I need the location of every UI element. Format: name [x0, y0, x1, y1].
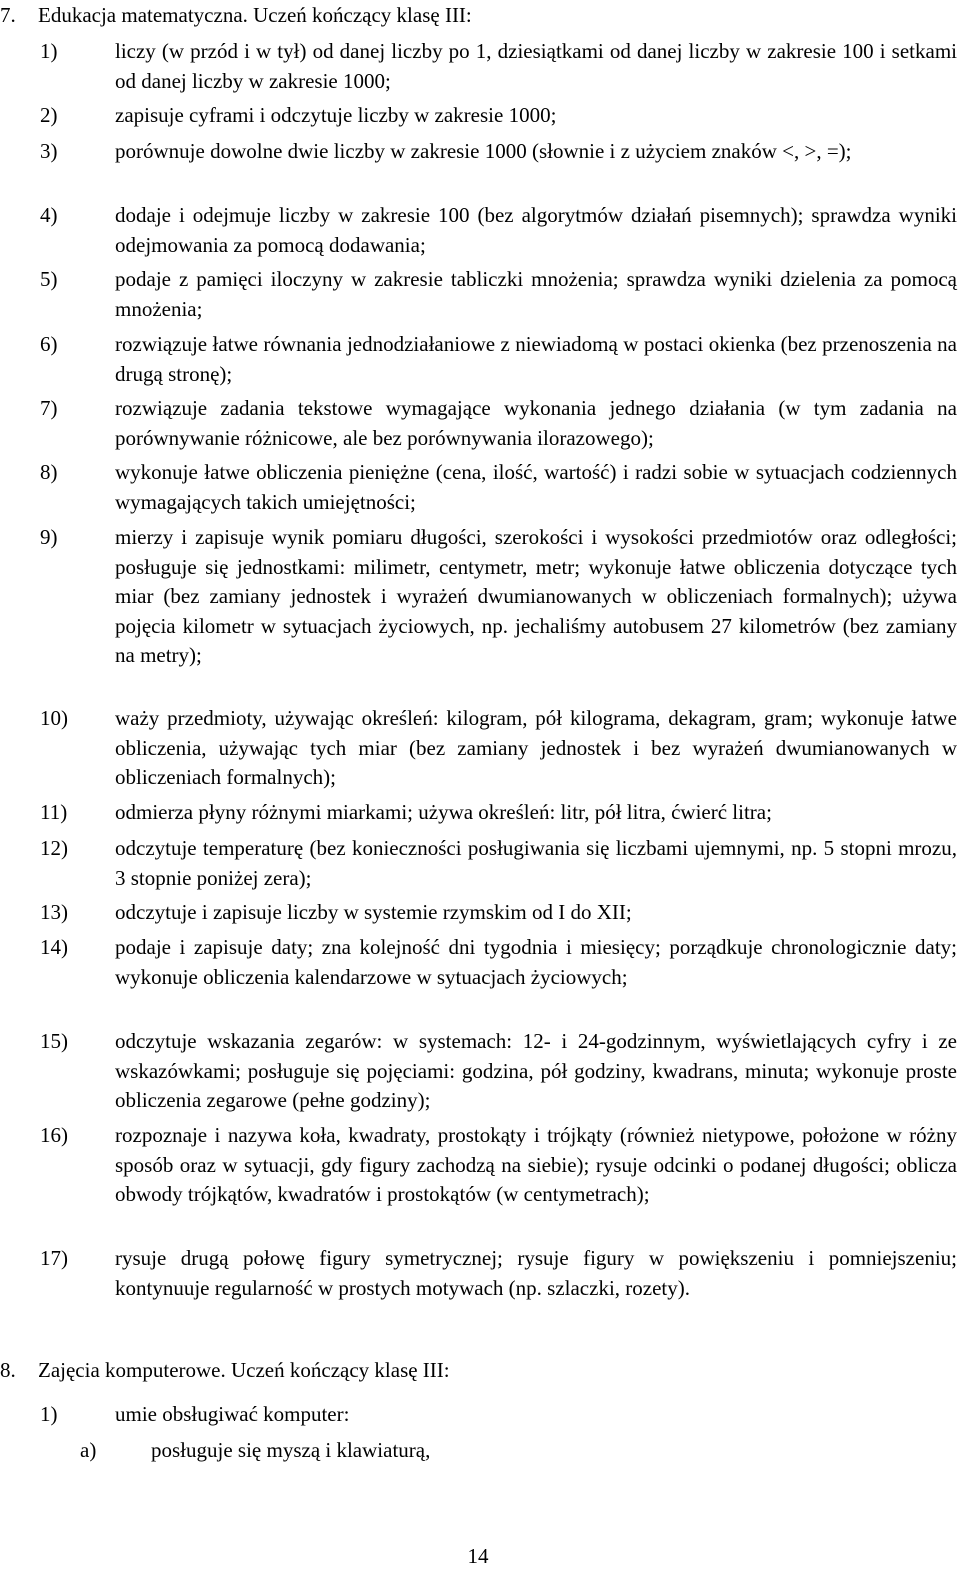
item-text: rysuje drugą połowę figury symetrycznej; rysuje figury w powiększeniu i pomniejszeniu; kontynuuje regularność w prostych motywach (np. szlaczki, rozety).	[115, 1246, 957, 1300]
section-number: 7.	[0, 3, 16, 27]
item-text: podaje z pamięci iloczyny w zakresie tabliczki mnożenia; sprawdza wyniki dzielenia za pomocą mnożenia;	[115, 267, 957, 321]
sub-item-letter: a)	[80, 1438, 97, 1462]
item-number: 1)	[40, 1402, 58, 1426]
item-number: 5)	[40, 267, 58, 291]
section-title: Zajęcia komputerowe. Uczeń kończący klasę III:	[38, 1358, 450, 1382]
item-number: 9)	[40, 525, 58, 549]
item-number: 1)	[40, 39, 58, 63]
item-number: 11)	[40, 800, 68, 824]
item-number: 3)	[40, 139, 58, 163]
item-number: 10)	[40, 706, 68, 730]
item-number: 4)	[40, 203, 58, 227]
item-text: rozwiązuje łatwe równania jednodziałaniowe z niewiadomą w postaci okienka (bez przenoszenia na drugą stronę);	[115, 332, 957, 386]
item-text: podaje i zapisuje daty; zna kolejność dni tygodnia i miesięcy; porządkuje chronologicznie daty; wykonuje obliczenia kalendarzowe w sytuacjach życiowych;	[115, 935, 957, 989]
item-number: 17)	[40, 1246, 68, 1270]
item-text: liczy (w przód i w tył) od danej liczby po 1, dziesiątkami od danej liczby w zakresie 100 i setkami od danej liczby w zakresie 1000;	[115, 39, 957, 93]
item-text: porównuje dowolne dwie liczby w zakresie 1000 (słownie i z użyciem znaków <, >, =);	[115, 139, 852, 163]
item-text: wykonuje łatwe obliczenia pieniężne (cena, ilość, wartość) i radzi sobie w sytuacjach codziennych wymagających takich umiejętności;	[115, 460, 957, 514]
item-number: 8)	[40, 460, 58, 484]
item-number: 12)	[40, 836, 68, 860]
item-text: umie obsługiwać komputer:	[115, 1402, 350, 1426]
item-text: odmierza płyny różnymi miarkami; używa określeń: litr, pół litra, ćwierć litra;	[115, 800, 772, 824]
item-text: rozwiązuje zadania tekstowe wymagające wykonania jednego działania (w tym zadania na porównywanie różnicowe, ale bez porównywania ilorazowego);	[115, 396, 957, 450]
item-text: dodaje i odejmuje liczby w zakresie 100 (bez algorytmów działań pisemnych); sprawdza wyniki odejmowania za pomocą dodawania;	[115, 203, 957, 257]
page-number: 14	[467, 1544, 489, 1568]
item-number: 2)	[40, 103, 58, 127]
item-number: 6)	[40, 332, 58, 356]
item-text: zapisuje cyframi i odczytuje liczby w zakresie 1000;	[115, 103, 557, 127]
item-text: odczytuje temperaturę (bez konieczności posługiwania się liczbami ujemnymi, np. 5 stopni mrozu, 3 stopnie poniżej zera);	[115, 836, 957, 890]
item-text: odczytuje i zapisuje liczby w systemie rzymskim od I do XII;	[115, 900, 632, 924]
sub-item-text: posługuje się myszą i klawiaturą,	[151, 1438, 431, 1462]
item-number: 14)	[40, 935, 68, 959]
item-number: 16)	[40, 1123, 68, 1147]
section-number: 8.	[0, 1358, 16, 1382]
item-number: 15)	[40, 1029, 68, 1053]
item-text: waży przedmioty, używając określeń: kilogram, pół kilograma, dekagram, gram; wykonuje łatwe obliczenia, używając tych miar (bez zamiany jednostek i bez wyrażeń dwumianowanych w obliczeniach formalnych);	[115, 706, 957, 789]
item-number: 13)	[40, 900, 68, 924]
item-number: 7)	[40, 396, 58, 420]
item-text: rozpoznaje i nazywa koła, kwadraty, prostokąty i trójkąty (również nietypowe, położone w różny sposób oraz w sytuacji, gdy figury zachodzą na siebie); rysuje odcinki o podanej długości; oblicza obwody trójkątów, kwadratów i prostokątów (w centymetrach);	[115, 1123, 957, 1206]
section-title: Edukacja matematyczna. Uczeń kończący klasę III:	[38, 3, 472, 27]
item-text: odczytuje wskazania zegarów: w systemach: 12- i 24-godzinnym, wyświetlających cyfry i ze wskazówkami; posługuje się pojęciami: godzina, pół godziny, kwadrans, minuta; wykonuje proste obliczenia zegarowe (pełne godziny);	[115, 1029, 957, 1112]
item-text: mierzy i zapisuje wynik pomiaru długości, szerokości i wysokości przedmiotów oraz odległości; posługuje się jednostkami: milimetr, centymetr, metr; wykonuje łatwe obliczenia dotyczące tych miar (bez zamiany jednostek i wyrażeń dwumianowanych w obliczeniach formalnych); używa pojęcia kilometr w sytuacjach życiowych, np. jechaliśmy autobusem 27 kilometrów (bez zamiany na metry);	[115, 525, 957, 667]
